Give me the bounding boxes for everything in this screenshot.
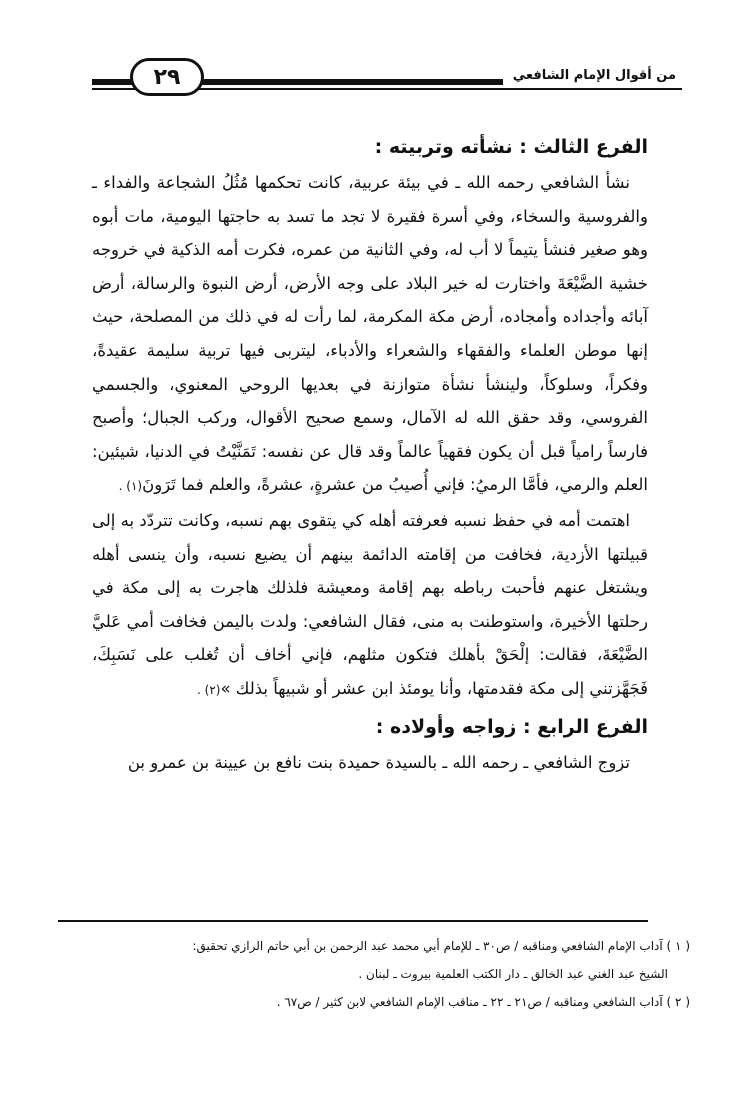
running-title: من أقوال الإمام الشافعي [503, 64, 682, 88]
paragraph-upbringing-text: نشأ الشافعي رحمه الله ـ في بيئة عربية، كانت تحكمها مُثُلُ الشجاعة والفداء ـ والفروسية والسخاء، وفي أسرة فقيرة لا تجد ما تسد به حاجتها اليومية، مات أبوه وهو صغير فنشأ يتيماً لا أب له، وفي الثانية من عمره، فكرت أمه الذكية في خروجه خشية الضَّيْعَةَ واختارت له خير البلاد على وجه الأرض، أرض النبوة والرسالة، أرض آبائه وأجداده وأمجاده، أرض مكة المكرمة، لما رأت له في ذلك من المصلحة، حيث إنها موطن العلماء والفقهاء والشعراء والأدباء، ليتربى فيها تربية سليمة عقيدةً، وفكراً، وسلوكاً، ولينشأ نشأة متوازنة في بعديها الروحي المعنوي، والجسمي الفروسي، وقد حقق الله له الآمال، وسمع صحيح الأقوال، وركب الجبال؛ وأصبح فارساً رامياً قبل أن يكون فقهياً عالماً وقد قال عن نفسه: تَمَنَّيْتُ في الدنيا، شيئين: العلم والرمي، فأمَّا الرميُ: فإني أُصيبُ من عشرةٍ، عشرةً، والعلم فما تَرَونَ [92, 173, 648, 495]
running-header [92, 58, 682, 108]
footnote-1-line-1: ( ١ ) آداب الإمام الشافعي ومناقبه / ص٣٠ ـ للإمام أبي محمد عبد الرحمن بن أبي حاتم الرازي تحقيق: [192, 939, 690, 953]
paragraph-lineage [92, 504, 648, 708]
footnote-1-line-2: الشيخ عبد الغني عبد الخالق ـ دار الكتب العلمية بيروت ـ لبنان . [358, 967, 668, 981]
footnote-separator [58, 920, 648, 922]
section-heading-marriage: الفرع الرابع : زواجه وأولاده : [375, 715, 648, 738]
footnote-ref-1: (١) . [118, 479, 143, 494]
paragraph-marriage: تزوج الشافعي ـ رحمه الله ـ بالسيدة حميدة بنت نافع بن عيينة بن عمرو بن [127, 752, 630, 772]
section-heading-upbringing: الفرع الثالث : نشأته وتربيته : [374, 136, 648, 158]
paragraph-lineage-text: اهتمت أمه في حفظ نسبه فعرفته أهله كي يتقوى بهم نسبه، وكانت تتردّد به إلى قبيلتها الأزدية، فخافت من إقامته الدائمة بينهم أن يضيع نسبه، وأن ينسى أهله ويشتغل عنهم فأحبت رباطه بهم إقامة ومعيشة فلذلك هاجرت به إلى مكة في رحلتها الأخيرة، واستوطنت به منى، فقال الشافعي: ولدت باليمن فخافت أمي عَليَّ الضَّيْعَةَ، فقالت: إلْحَقْ بأهلك فتكون مثلهم، فإني أخاف أن تُغلب على نَسَبِكَ، فَجَهَّزتني إلى مكة فقدمتها، وأنا يومئذ ابن عشر أو شبيهاً بذلك » [92, 510, 648, 698]
page-number: ٢٩ [130, 58, 204, 96]
footnotes [92, 932, 690, 1016]
footnote-1 [92, 932, 690, 988]
footnote-ref-2: (٢) . [197, 682, 221, 697]
paragraph-upbringing [92, 166, 648, 504]
main-content [92, 128, 648, 779]
footnote-2: ( ٢ ) آداب الشافعي ومناقبه / ص٢١ ـ ٢٢ ـ مناقب الإمام الشافعي لابن كثير / ص٦٧ . [276, 995, 690, 1009]
